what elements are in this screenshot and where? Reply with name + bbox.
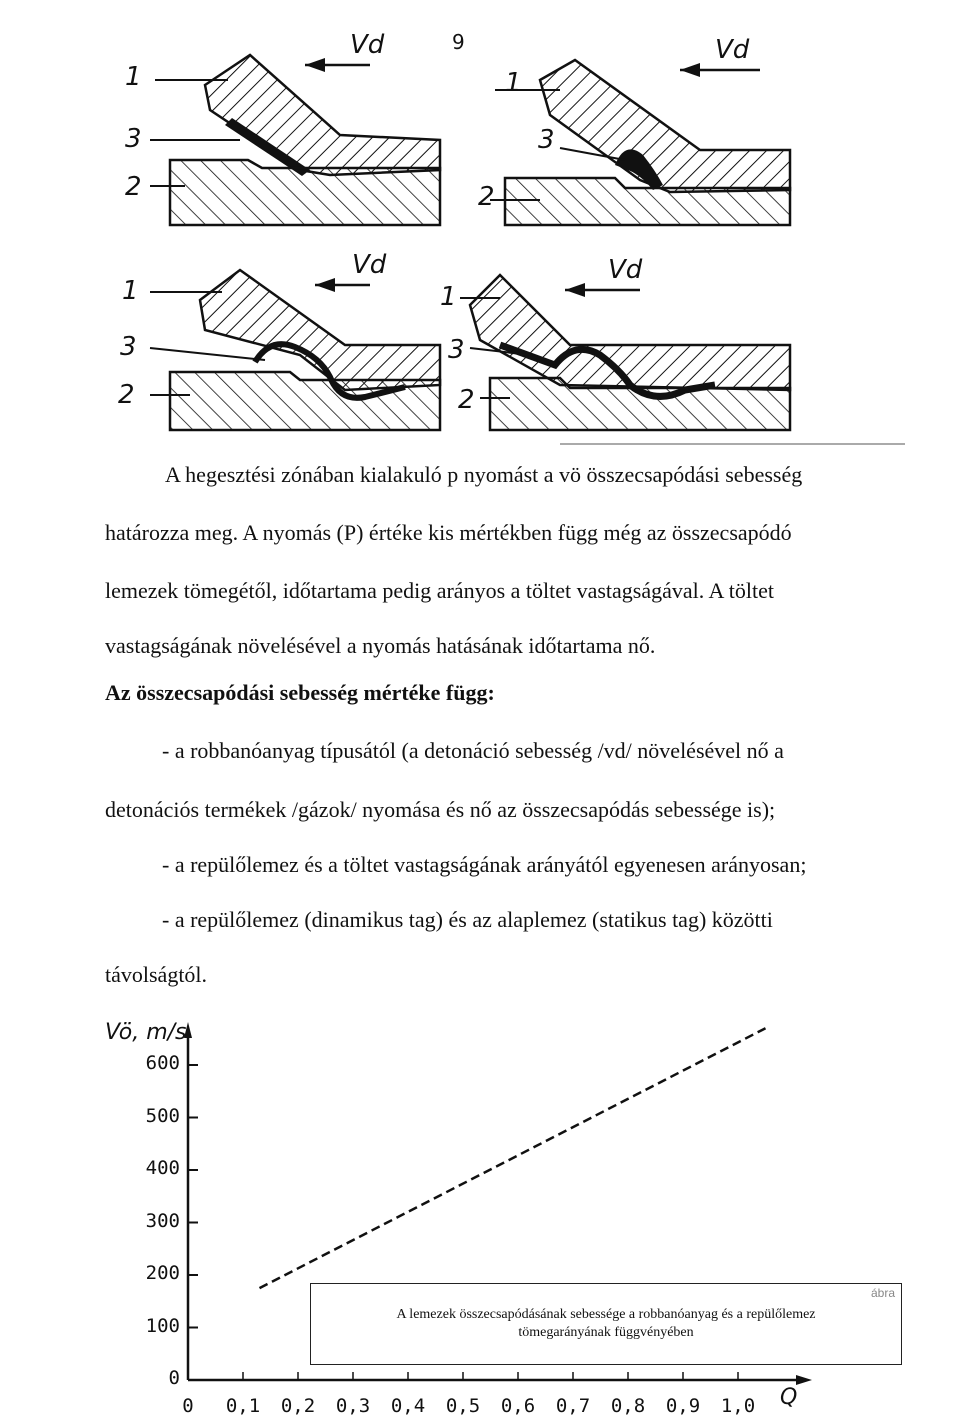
page-number: 9 <box>452 30 465 54</box>
x-tick-label: 0,2 <box>280 1395 316 1417</box>
panel-4-velocity-label: Vd <box>608 255 643 285</box>
y-tick-label: 100 <box>145 1314 180 1337</box>
flyer-plate <box>470 275 790 390</box>
bullet-line: - a repülőlemez és a töltet vastagságának arányától egyenesen arányosan; <box>162 852 807 877</box>
panel-1-label-3: 3 <box>125 124 142 154</box>
panel-2-velocity-label: Vd <box>715 35 750 65</box>
x-tick-label: 0,8 <box>610 1395 646 1417</box>
panel-4-label-3: 3 <box>448 335 465 365</box>
x-tick-label: 0,1 <box>225 1395 261 1417</box>
x-tick-label: 0 <box>182 1395 194 1417</box>
paragraph-line: határozza meg. A nyomás (P) értéke kis mértékben függ még az összecsapódó <box>105 520 792 545</box>
panel-3 <box>150 270 440 430</box>
y-axis-label: Vö, m/s <box>105 1020 187 1045</box>
panel-3-velocity-label: Vd <box>352 250 387 280</box>
x-tick-label: 0,3 <box>335 1395 371 1417</box>
x-tick-label: 1,0 <box>720 1395 756 1417</box>
bullet-line: detonációs termékek /gázok/ nyomása és nő az összecsapódás sebessége is); <box>105 797 776 822</box>
panel-2-label-1: 1 <box>505 68 522 98</box>
paragraph-line: A hegesztési zónában kialakuló p nyomást a vö összecsapódási sebesség <box>165 462 803 487</box>
flyer-plate <box>205 55 440 175</box>
panel-1-velocity-label: Vd <box>350 30 385 60</box>
panel-4 <box>460 275 790 430</box>
caption-corner-text: ábra <box>870 1286 895 1300</box>
x-axis-arrow <box>796 1375 812 1385</box>
caption-line-2: tömegarányának függvényében <box>518 1325 694 1340</box>
x-tick-label: 0,9 <box>665 1395 701 1417</box>
panel-2 <box>490 60 790 225</box>
panel-3-label-3: 3 <box>120 332 137 362</box>
panel-1 <box>150 55 440 225</box>
bullet-line: távolságtól. <box>105 962 208 987</box>
y-tick-label: 300 <box>145 1209 180 1232</box>
y-tick-label: 600 <box>145 1052 180 1074</box>
data-series-line <box>260 1028 766 1288</box>
x-tick-label: 0,6 <box>500 1395 536 1417</box>
y-tick-label: 500 <box>145 1104 180 1127</box>
base-plate <box>170 160 440 225</box>
chart-caption-box <box>310 1283 902 1365</box>
x-tick-label: 0,5 <box>445 1395 481 1417</box>
explosive-welding-figure <box>0 0 960 445</box>
y-tick-label: 0 <box>168 1367 180 1389</box>
x-axis-label: Q <box>780 1385 798 1410</box>
base-plate <box>170 372 440 430</box>
paragraph-line: vastagságának növelésével a nyomás hatásának időtartama nő. <box>105 633 656 658</box>
paragraph-line: lemezek tömegétől, időtartama pedig arányos a töltet vastagságával. A töltet <box>105 578 774 603</box>
section-heading: Az összecsapódási sebesség mértéke függ: <box>105 680 495 705</box>
panel-3-label-2: 2 <box>118 380 135 410</box>
flyer-plate <box>540 60 790 192</box>
panel-4-label-2: 2 <box>458 385 475 415</box>
caption-line-1: A lemezek összecsapódásának sebessége a robbanóanyag és a repülőlemez <box>396 1307 816 1322</box>
x-tick-label: 0,4 <box>390 1395 426 1417</box>
panel-4-label-1: 1 <box>440 282 457 312</box>
panel-1-label-1: 1 <box>125 62 142 92</box>
bullet-line: - a robbanóanyag típusától (a detonáció sebesség /vd/ növelésével nő a <box>162 738 784 763</box>
y-tick-label: 400 <box>145 1157 180 1179</box>
panel-3-label-1: 1 <box>122 276 139 306</box>
panel-2-label-2: 2 <box>478 182 495 212</box>
y-tick-label: 200 <box>145 1262 180 1284</box>
bullet-line: - a repülőlemez (dinamikus tag) és az alaplemez (statikus tag) közötti <box>162 907 773 932</box>
x-tick-label: 0,7 <box>555 1395 591 1417</box>
panel-2-label-3: 3 <box>538 125 555 155</box>
panel-1-label-2: 2 <box>125 172 142 202</box>
